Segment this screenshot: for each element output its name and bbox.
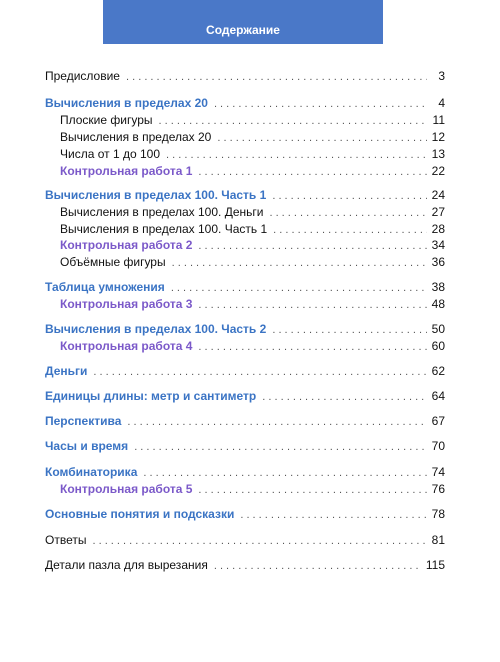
toc-entry-preface[interactable]: Предисловие . . . 3 [45, 68, 445, 84]
dot-leader [198, 297, 427, 313]
toc-section-combinatorics[interactable]: Комбинаторика . . . 74 [45, 464, 445, 480]
dot-leader [198, 164, 427, 180]
page-number: 62 [431, 364, 445, 378]
page-number: 24 [431, 188, 445, 202]
dot-leader [273, 222, 427, 238]
toc-test-4[interactable]: Контрольная работа 4 . . . 60 [60, 338, 445, 354]
dot-leader [198, 238, 427, 254]
dot-leader [198, 482, 427, 498]
dot-leader [92, 533, 427, 549]
contents-header [103, 0, 383, 44]
dot-leader [159, 113, 427, 129]
page-number: 74 [431, 465, 445, 479]
page-number: 78 [431, 507, 445, 521]
toc-test-3[interactable]: Контрольная работа 3 . . . 48 [60, 296, 445, 312]
page-number: 28 [431, 222, 445, 236]
page-number: 12 [431, 130, 445, 144]
toc-entry-solid-shapes[interactable]: Объёмные фигуры . . . 36 [60, 254, 445, 270]
page-number: 81 [431, 533, 445, 547]
page-number: 50 [431, 322, 445, 336]
toc-test-1[interactable]: Контрольная работа 1 . . . 22 [60, 163, 445, 179]
dot-leader [172, 255, 427, 271]
dot-leader [262, 389, 427, 405]
dot-leader [214, 558, 422, 574]
page-number: 67 [431, 414, 445, 428]
toc-entry-calc-100-money[interactable]: Вычисления в пределах 100. Деньги . . . 27 [60, 204, 445, 220]
dot-leader [126, 69, 427, 85]
dot-leader [93, 364, 427, 380]
page-number: 11 [432, 113, 445, 127]
toc-section-clock-time[interactable]: Часы и время . . . 70 [45, 438, 445, 454]
page-number: 70 [431, 439, 445, 453]
dot-leader [166, 147, 427, 163]
toc-section-length-units[interactable]: Единицы длины: метр и сантиметр . . . 64 [45, 388, 445, 404]
toc-entry-calc-20[interactable]: Вычисления в пределах 20 . . . 12 [60, 129, 445, 145]
dot-leader [134, 439, 427, 455]
toc-section-calc-20[interactable]: Вычисления в пределах 20 . . . 4 [45, 95, 445, 111]
dot-leader [127, 414, 427, 430]
contents-title: Содержание [206, 23, 280, 37]
page-number: 115 [425, 558, 445, 572]
toc-entry-numbers-1-100[interactable]: Числа от 1 до 100 . . . 13 [60, 146, 445, 162]
page-number: 22 [431, 164, 445, 178]
page-number: 27 [431, 205, 445, 219]
dot-leader [171, 280, 427, 296]
toc-entry-puzzle-pieces[interactable]: Детали пазла для вырезания . . . 115 [45, 557, 445, 573]
toc-section-perspective[interactable]: Перспектива . . . 67 [45, 413, 445, 429]
page-number: 48 [431, 297, 445, 311]
page-number: 4 [438, 96, 445, 110]
toc-section-calc-100-part-2[interactable]: Вычисления в пределах 100. Часть 2 . . . 50 [45, 321, 445, 337]
toc-section-calc-100-part-1[interactable]: Вычисления в пределах 100. Часть 1 . . . 24 [45, 187, 445, 203]
dot-leader [240, 507, 427, 523]
page-number: 3 [438, 69, 445, 83]
toc-section-money[interactable]: Деньги . . . 62 [45, 363, 445, 379]
dot-leader [217, 130, 427, 146]
toc-entry-answers[interactable]: Ответы . . . 81 [45, 532, 445, 548]
page-number: 13 [431, 147, 445, 161]
toc-section-multiplication-table[interactable]: Таблица умножения . . . 38 [45, 279, 445, 295]
page-number: 76 [431, 482, 445, 496]
page-number: 60 [431, 339, 445, 353]
toc-section-basic-concepts[interactable]: Основные понятия и подсказки . . . 78 [45, 506, 445, 522]
page-number: 38 [431, 280, 445, 294]
toc-entry-flat-shapes[interactable]: Плоские фигуры . . . 11 [60, 112, 445, 128]
dot-leader [198, 339, 427, 355]
dot-leader [143, 465, 427, 481]
dot-leader [272, 322, 427, 338]
page-number: 64 [431, 389, 445, 403]
page-number: 34 [431, 238, 445, 252]
dot-leader [214, 96, 427, 112]
page-number: 36 [431, 255, 445, 269]
toc-entry-calc-100-part-1[interactable]: Вычисления в пределах 100. Часть 1 . . . 28 [60, 221, 445, 237]
toc-test-5[interactable]: Контрольная работа 5 . . . 76 [60, 481, 445, 497]
toc-test-2[interactable]: Контрольная работа 2 . . . 34 [60, 237, 445, 253]
dot-leader [272, 188, 427, 204]
dot-leader [269, 205, 427, 221]
